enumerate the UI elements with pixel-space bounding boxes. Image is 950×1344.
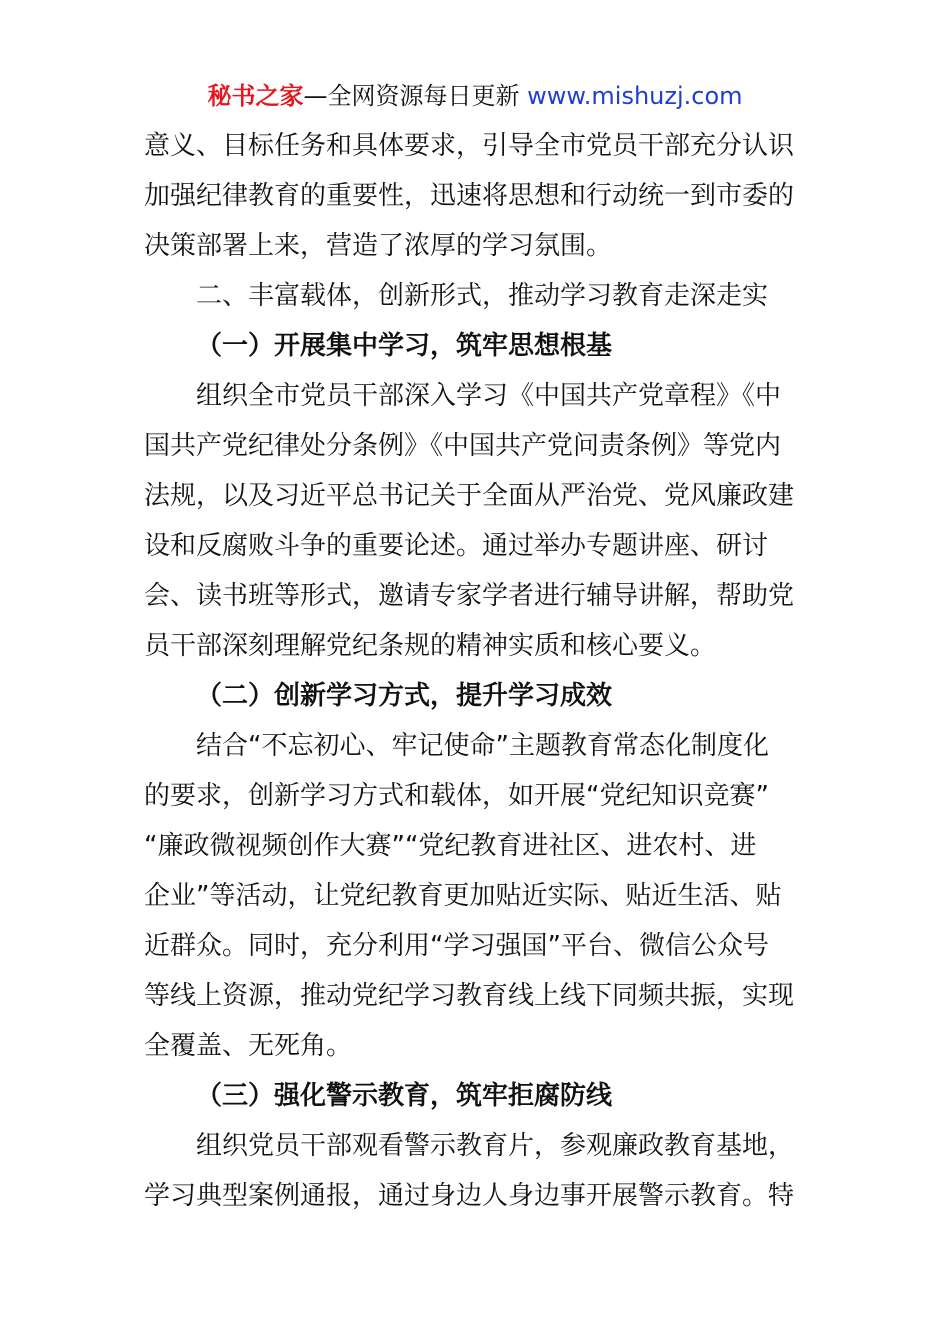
paragraph-line: 法规，以及习近平总书记关于全面从严治党、党风廉政建 xyxy=(144,481,795,511)
section-heading: （一）开展集中学习，筑牢思想根基 xyxy=(196,331,613,361)
paragraph-line: 会、读书班等形式，邀请专家学者进行辅导讲解，帮助党 xyxy=(144,581,795,611)
paragraph-line: 员干部深刻理解党纪条规的精神实质和核心要义。 xyxy=(144,631,717,661)
site-header xyxy=(0,80,950,112)
paragraph-line: 决策部署上来，营造了浓厚的学习氛围。 xyxy=(144,231,613,261)
paragraph-line: 企业”等活动，让党纪教育更加贴近实际、贴近生活、贴 xyxy=(144,881,782,911)
paragraph-line: 组织全市党员干部深入学习《中国共产党章程》《中 xyxy=(196,381,782,411)
paragraph-line: 二、丰富载体，创新形式，推动学习教育走深走实 xyxy=(196,281,769,311)
section-heading: （三）强化警示教育，筑牢拒腐防线 xyxy=(196,1081,613,1111)
paragraph-line: “廉政微视频创作大赛”“党纪教育进社区、进农村、进 xyxy=(144,831,757,861)
paragraph-line: 全覆盖、无死角。 xyxy=(144,1031,353,1061)
paragraph-line: 意义、目标任务和具体要求，引导全市党员干部充分认识 xyxy=(144,131,795,161)
paragraph-line: 国共产党纪律处分条例》《中国共产党问责条例》等党内 xyxy=(144,431,782,461)
site-brand: 秘书之家 xyxy=(207,82,304,110)
paragraph-line: 学习典型案例通报，通过身边人身边事开展警示教育。特 xyxy=(144,1181,795,1211)
paragraph-line: 组织党员干部观看警示教育片，参观廉政教育基地， xyxy=(196,1131,795,1161)
paragraph-line: 的要求，创新学习方式和载体，如开展“党纪知识竞赛” xyxy=(144,781,769,811)
document-body xyxy=(144,121,808,1221)
section-heading: （二）创新学习方式，提升学习成效 xyxy=(196,681,613,711)
paragraph-line: 加强纪律教育的重要性，迅速将思想和行动统一到市委的 xyxy=(144,181,795,211)
paragraph-line: 结合“不忘初心、牢记使命”主题教育常态化制度化 xyxy=(196,731,769,761)
paragraph-line: 近群众。同时，充分利用“学习强国”平台、微信公众号 xyxy=(144,931,769,961)
site-url-link[interactable]: www.mishuzj.com xyxy=(527,82,743,110)
paragraph-line: 等线上资源，推动党纪学习教育线上线下同频共振，实现 xyxy=(144,981,795,1011)
paragraph-line: 设和反腐败斗争的重要论述。通过举办专题讲座、研讨 xyxy=(144,531,769,561)
site-tagline: —全网资源每日更新 xyxy=(303,82,520,110)
